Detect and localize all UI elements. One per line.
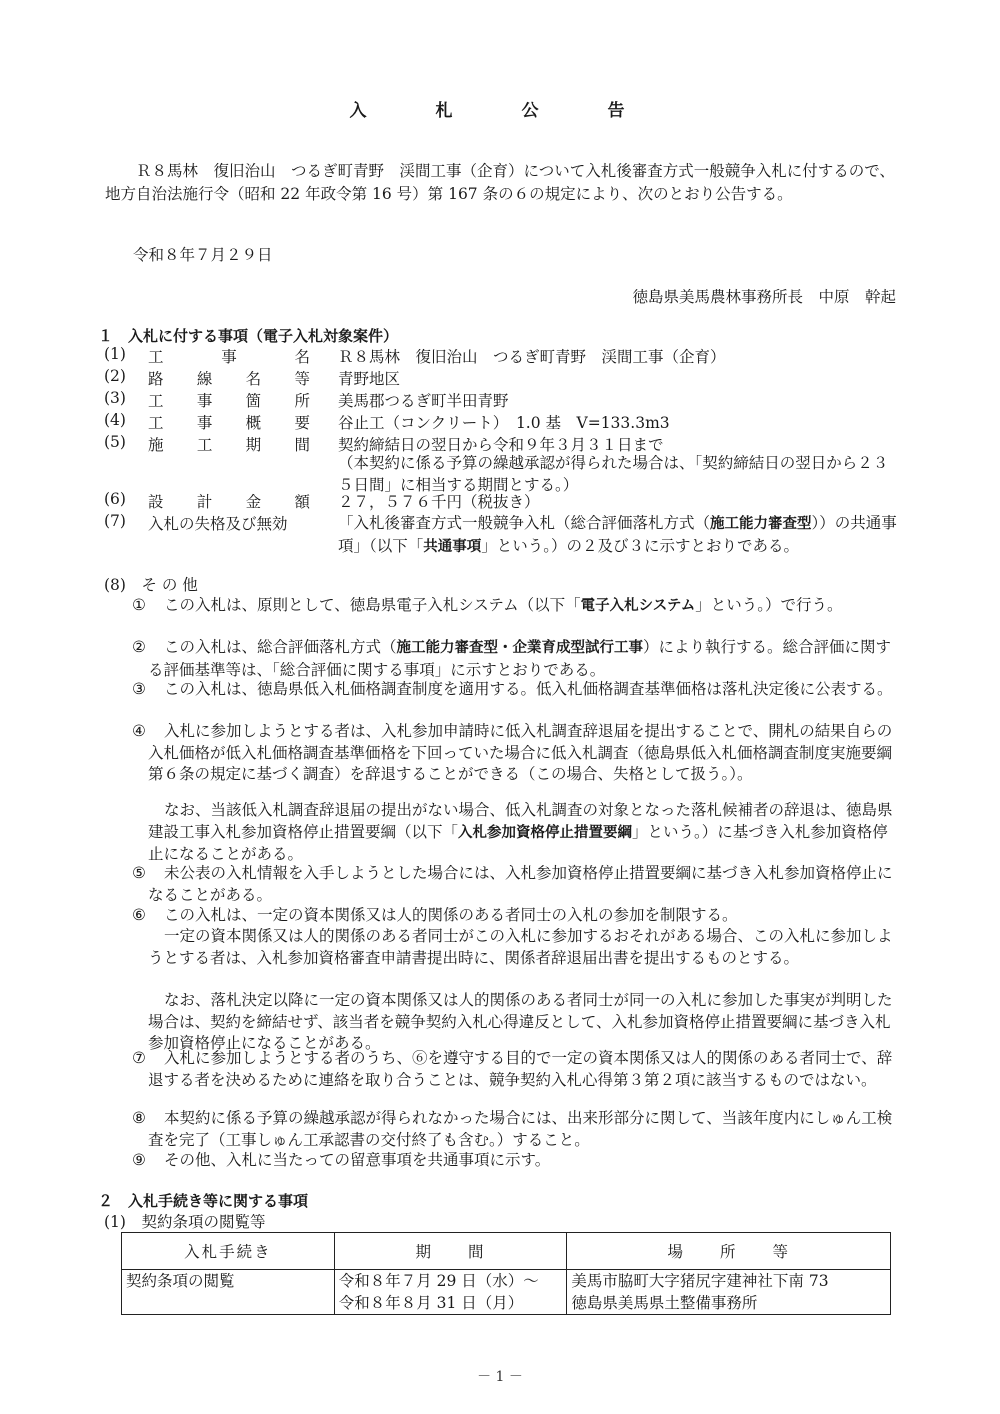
- emphasis: 施工能力審査型: [710, 516, 812, 532]
- row-value: 契約締結日の翌日から令和９年３月３１日まで: [338, 436, 664, 454]
- item-text: 本契約に係る予算の繰越承認が得られなかった場合には、出来形部分に関して、当該年度内にしゅん工検査を完了（工事しゅん工承認書の交付終了も含む。）すること。: [148, 1109, 893, 1149]
- row-6: [0, 490, 1000, 512]
- row-value: Ｒ８馬林 復旧治山 つるぎ町青野 渓間工事（企育）: [338, 348, 726, 366]
- section1-heading: １ 入札に付する事項（電子入札対象案件）: [98, 327, 399, 345]
- row-label: 工 事 名: [148, 348, 310, 366]
- item-text: なお、落札決定以降に一定の資本関係又は人的関係のある者同士が同一の入札に参加した事実が判明した場合は、契約を締結せず、該当者を競争契約入札心得違反として、入札参加資格停止措置要綱に基づき入札参加資格停止になることがある。: [148, 991, 893, 1052]
- row-number: (3): [104, 389, 126, 407]
- row-number: (4): [104, 411, 126, 429]
- row-label: 設 計 金 額: [148, 493, 310, 511]
- item-marker: ①: [132, 596, 146, 614]
- other-item: [132, 1150, 897, 1172]
- row-4: [0, 411, 1000, 433]
- table-header-row: [122, 1233, 891, 1270]
- signature: 徳島県美馬農林事務所長 中原 幹起: [632, 288, 896, 306]
- item-text: 未公表の入札情報を入手しようとした場合には、入札参加資格停止措置要綱に基づき入札参加資格停止になることがある。: [148, 864, 893, 904]
- row-label: 入札の失格及び無効: [148, 515, 288, 533]
- section2-sub: (1) 契約条項の閲覧等: [104, 1213, 266, 1231]
- section2-heading: ２ 入札手続き等に関する事項: [98, 1192, 309, 1210]
- other-label: (8) そ の 他: [104, 576, 198, 594]
- row-value: 谷止工（コンクリート） 1.0 基 V=133.3m3: [338, 414, 670, 432]
- item-text: この入札は、総合評価落札方式（施工能力審査型・企業育成型試行工事）により執行する。総合評価に関する評価基準等は、「総合評価に関する事項」に示すとおりである。: [148, 638, 892, 679]
- row-label: 工 事 箇 所: [148, 392, 310, 410]
- row-label: 路 線 名 等: [148, 370, 310, 388]
- other-item: [132, 1108, 897, 1151]
- item-text: この入札は、原則として、徳島県電子入札システム（以下「電子入札システム」という。）で行う。: [164, 596, 843, 614]
- document-title: 入 札 公 告: [349, 101, 651, 121]
- emphasis: 共通事項: [423, 539, 482, 555]
- item-text: 入札に参加しようとする者は、入札参加申請時に低入札調査辞退届を提出することで、開札の結果自らの入札価格が低入札価格調査基準価格を下回っていた場合に低入札調査（徳島県低入札価格調査制度実施要綱第６条の規定に基づく調査）を辞退することができる（この場合、失格として扱う。）。: [148, 722, 893, 783]
- row-2: [0, 367, 1000, 389]
- item-marker: ⑧: [132, 1109, 146, 1127]
- table-row: [122, 1270, 891, 1315]
- other-item: [132, 679, 897, 701]
- other-item: [132, 637, 897, 681]
- item-text: この入札は、徳島県低入札価格調査制度を適用する。低入札価格調査基準価格は落札決定後に公表する。: [164, 680, 893, 698]
- row-value: 美馬郡つるぎ町半田青野: [338, 392, 509, 410]
- other-note: [148, 990, 898, 1055]
- row-1: [0, 345, 1000, 367]
- row-3: [0, 389, 1000, 411]
- item-marker: ⑦: [132, 1049, 146, 1067]
- item-text: 一定の資本関係又は人的関係のある者同士がこの入札に参加するおそれがある場合、この入札に参加しようとする者は、入札参加資格審査申請書提出時に、関係者辞退届出書を提出するものとする。: [148, 927, 893, 967]
- item-marker: ④: [132, 722, 146, 740]
- item-text: 入札に参加しようとする者のうち、⑥を遵守する目的で一定の資本関係又は人的関係のある者同士で、辞退する者を決めるために連絡を取り合うことは、競争契約入札心得第３第２項に該当するものではない。: [148, 1049, 893, 1089]
- row-number: (7): [104, 512, 126, 530]
- row-7-value: 「入札後審査方式一般競争入札（総合評価落札方式（施工能力審査型））の共通事項」（以下「共通事項」という。）の２及び３に示すとおりである。: [338, 514, 897, 555]
- emphasis: 施工能力審査型・企業育成型試行工事: [396, 640, 644, 656]
- emphasis: 電子入札システム: [580, 598, 696, 614]
- header-procedure: 入札手続き: [122, 1233, 335, 1270]
- row-number: (1): [104, 345, 126, 363]
- other-item: [132, 905, 897, 927]
- emphasis: 入札参加資格停止措置要綱: [458, 824, 633, 841]
- item-marker: ⑨: [132, 1151, 146, 1169]
- row-label: 施 工 期 間: [148, 436, 310, 454]
- row-note: （本契約に係る予算の繰越承認が得られた場合は、「契約締結日の翌日から２３５日間」に相当する期間とする。）: [338, 454, 889, 494]
- item-marker: ⑥: [132, 906, 146, 924]
- cell-procedure: 契約条項の閲覧: [122, 1270, 335, 1315]
- row-number: (5): [104, 433, 126, 451]
- header-period: 期 間: [334, 1233, 567, 1270]
- item-text: この入札は、一定の資本関係又は人的関係のある者同士の入札の参加を制限する。: [164, 906, 738, 924]
- other-item: [132, 721, 897, 786]
- intro-paragraph: Ｒ８馬林 復旧治山 つるぎ町青野 渓間工事（企育）について入札後審査方式一般競争入札に付するので、地方自治法施行令（昭和 22 年政令第 16 号）第 167 条の６の規定により、次のとおり公告する。: [105, 162, 895, 203]
- notice-date: 令和８年７月２９日: [133, 246, 273, 264]
- page-number: － 1 －: [477, 1369, 523, 1385]
- row-value: ２７，５７６千円（税抜き）: [338, 493, 540, 511]
- other-item: [132, 1048, 897, 1091]
- row-number: (2): [104, 367, 126, 385]
- item-marker: ②: [132, 638, 146, 656]
- item-marker: ⑤: [132, 864, 146, 882]
- item-text: なお、当該低入札調査辞退届の提出がない場合、低入札調査の対象となった落札候補者の辞退は、徳島県建設工事入札参加資格停止措置要綱（以下「入札参加資格停止措置要綱」という。）に基づき入札参加資格停止になることがある。: [148, 801, 893, 863]
- item-text: その他、入札に当たっての留意事項を共通事項に示す。: [164, 1151, 551, 1169]
- procedure-table: [121, 1232, 891, 1315]
- item-marker: ③: [132, 680, 146, 698]
- other-note: [148, 800, 898, 866]
- row-label: 工 事 概 要: [148, 414, 310, 432]
- other-item: [132, 595, 897, 618]
- row-number: (6): [104, 490, 126, 508]
- row-value: 青野地区: [338, 370, 401, 388]
- other-item: [132, 863, 897, 906]
- header-place: 場 所 等: [567, 1233, 891, 1270]
- other-note: [148, 926, 898, 969]
- cell-period: 令和８年７月 29 日（水）～ 令和８年８月 31 日（月）: [334, 1270, 567, 1315]
- cell-place: 美馬市脇町大字猪尻字建神社下南 73 徳島県美馬県土整備事務所: [567, 1270, 891, 1315]
